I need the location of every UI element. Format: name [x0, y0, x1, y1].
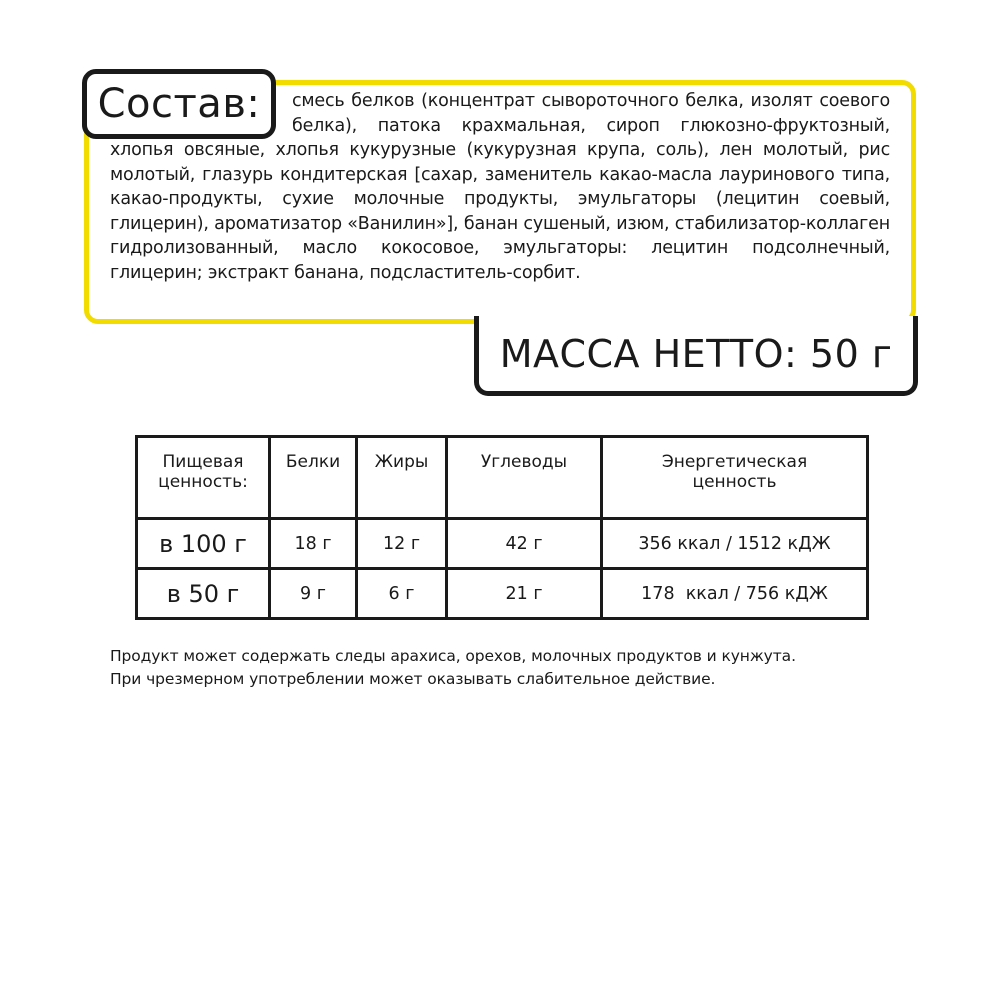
table-row	[137, 519, 868, 569]
cell-fats: 6 г	[357, 569, 447, 619]
cell-fats: 12 г	[357, 519, 447, 569]
net-weight-box	[474, 316, 918, 396]
net-weight-text: МАССА НЕТТО: 50 г	[499, 331, 893, 376]
cell-proteins: 9 г	[270, 569, 357, 619]
ingredients-title: Состав:	[97, 81, 261, 127]
cell-carbohydrates: 42 г	[447, 519, 602, 569]
allergen-note	[110, 645, 892, 690]
note-line-allergens: Продукт может содержать следы арахиса, орехов, молочных продуктов и кунжута.	[110, 647, 796, 665]
row-label: в 50 г	[137, 569, 270, 619]
cell-energy: 178 ккал / 756 кДЖ	[602, 569, 868, 619]
cell-carbohydrates: 21 г	[447, 569, 602, 619]
nutrition-table	[135, 435, 869, 620]
header-fats: Жиры	[357, 437, 447, 519]
header-energy-value: Энергетическая ценность	[602, 437, 868, 519]
ingredients-text: смесь белков (концентрат сывороточного белка, изолят соевого белка), патока крахмальная, сироп глюкозно-фруктозный, хлопья овсяные, хлопья кукурузные (кукурузная крупа, соль), лен молотый, рис молотый, глазурь кондитерская [сахар, заменитель какао-масла лауринового типа, какао-продукты, сухие молочные продукты, эмульгаторы (лецитин соевый, глицерин), ароматизатор «Ванилин»], банан сушеный, изюм, стабилизатор-коллаген гидролизованный, масло кокосовое, эмульгаторы: лецитин подсолнечный, глицерин; экстракт банана, подсластитель-сорбит.	[110, 91, 890, 283]
header-nutrition-value: Пищевая ценность:	[137, 437, 270, 519]
cell-energy: 356 ккал / 1512 кДЖ	[602, 519, 868, 569]
ingredients-title-box	[82, 69, 276, 139]
header-carbohydrates: Углеводы	[447, 437, 602, 519]
table-header-row	[137, 437, 868, 519]
row-label: в 100 г	[137, 519, 270, 569]
note-line-laxative: При чрезмерном употреблении может оказывать слабительное действие.	[110, 669, 716, 688]
header-proteins: Белки	[270, 437, 357, 519]
cell-proteins: 18 г	[270, 519, 357, 569]
table-row	[137, 569, 868, 619]
